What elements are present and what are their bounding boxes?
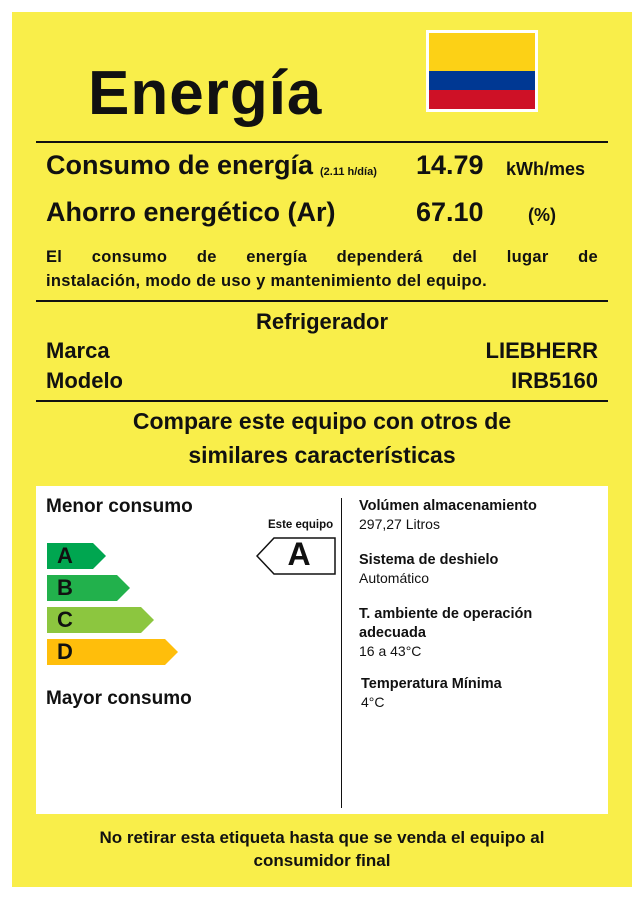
spec-ambiente	[359, 606, 532, 659]
consumo-label: Consumo de energía	[46, 150, 314, 180]
modelo-label: Modelo	[46, 368, 123, 393]
divider	[36, 400, 608, 402]
mayor-consumo-label: Mayor consumo	[46, 688, 192, 709]
consumo-unit: kWh/mes	[506, 159, 586, 179]
footer-line-1: No retirar esta etiqueta hasta que se venda el equipo al	[99, 828, 545, 847]
modelo-value: IRB5160	[511, 368, 598, 393]
divider	[36, 300, 608, 302]
colombia-flag-icon	[426, 30, 538, 112]
spec-heading: Volúmen almacenamiento	[359, 498, 537, 514]
efficiency-bar-d: D	[47, 639, 165, 665]
disclaimer-line-2: instalación, modo de uso y mantenimiento del equipo.	[46, 272, 487, 290]
efficiency-bar-b: B	[47, 575, 117, 601]
spec-deshielo	[359, 552, 498, 586]
disclaimer-line-1: El consumo de energía dependerá del lugar de	[46, 248, 598, 266]
marca-value: LIEBHERR	[485, 338, 598, 363]
spec-volumen	[359, 498, 537, 532]
spec-heading: Temperatura Mínima	[361, 676, 502, 692]
spec-value: 297,27 Litros	[359, 516, 440, 532]
ahorro-unit: (%)	[528, 205, 556, 225]
spec-temp-minima	[361, 676, 502, 710]
this-class-letter: A	[287, 536, 311, 572]
spec-heading: Sistema de deshielo	[359, 552, 499, 568]
spec-value: 4°C	[361, 694, 385, 710]
compare-line-1: Compare este equipo con otros de	[132, 408, 512, 434]
compare-line-2: similares características	[188, 442, 456, 468]
panel-divider	[341, 498, 342, 808]
footer-line-2: consumidor final	[253, 851, 391, 870]
spec-value: 16 a 43°C	[359, 643, 422, 659]
ahorro-value: 67.10	[416, 197, 484, 227]
spec-value: Automático	[359, 570, 430, 586]
ahorro-label: Ahorro energético (Ar)	[46, 197, 336, 227]
efficiency-bar-c: C	[47, 607, 141, 633]
spec-heading-cont: adecuada	[359, 625, 426, 641]
menor-consumo-label: Menor consumo	[46, 496, 193, 517]
marca-label: Marca	[46, 338, 110, 363]
product-type: Refrigerador	[255, 309, 389, 334]
efficiency-bar-a: A	[47, 543, 93, 569]
divider	[36, 141, 608, 143]
scale-panel	[36, 486, 608, 814]
consumo-value: 14.79	[416, 150, 484, 180]
este-equipo-label: Este equipo	[268, 519, 334, 531]
label-title: Energía	[88, 59, 323, 128]
spec-heading: T. ambiente de operación	[359, 606, 533, 622]
consumo-note: (2.11 h/día)	[320, 166, 377, 178]
